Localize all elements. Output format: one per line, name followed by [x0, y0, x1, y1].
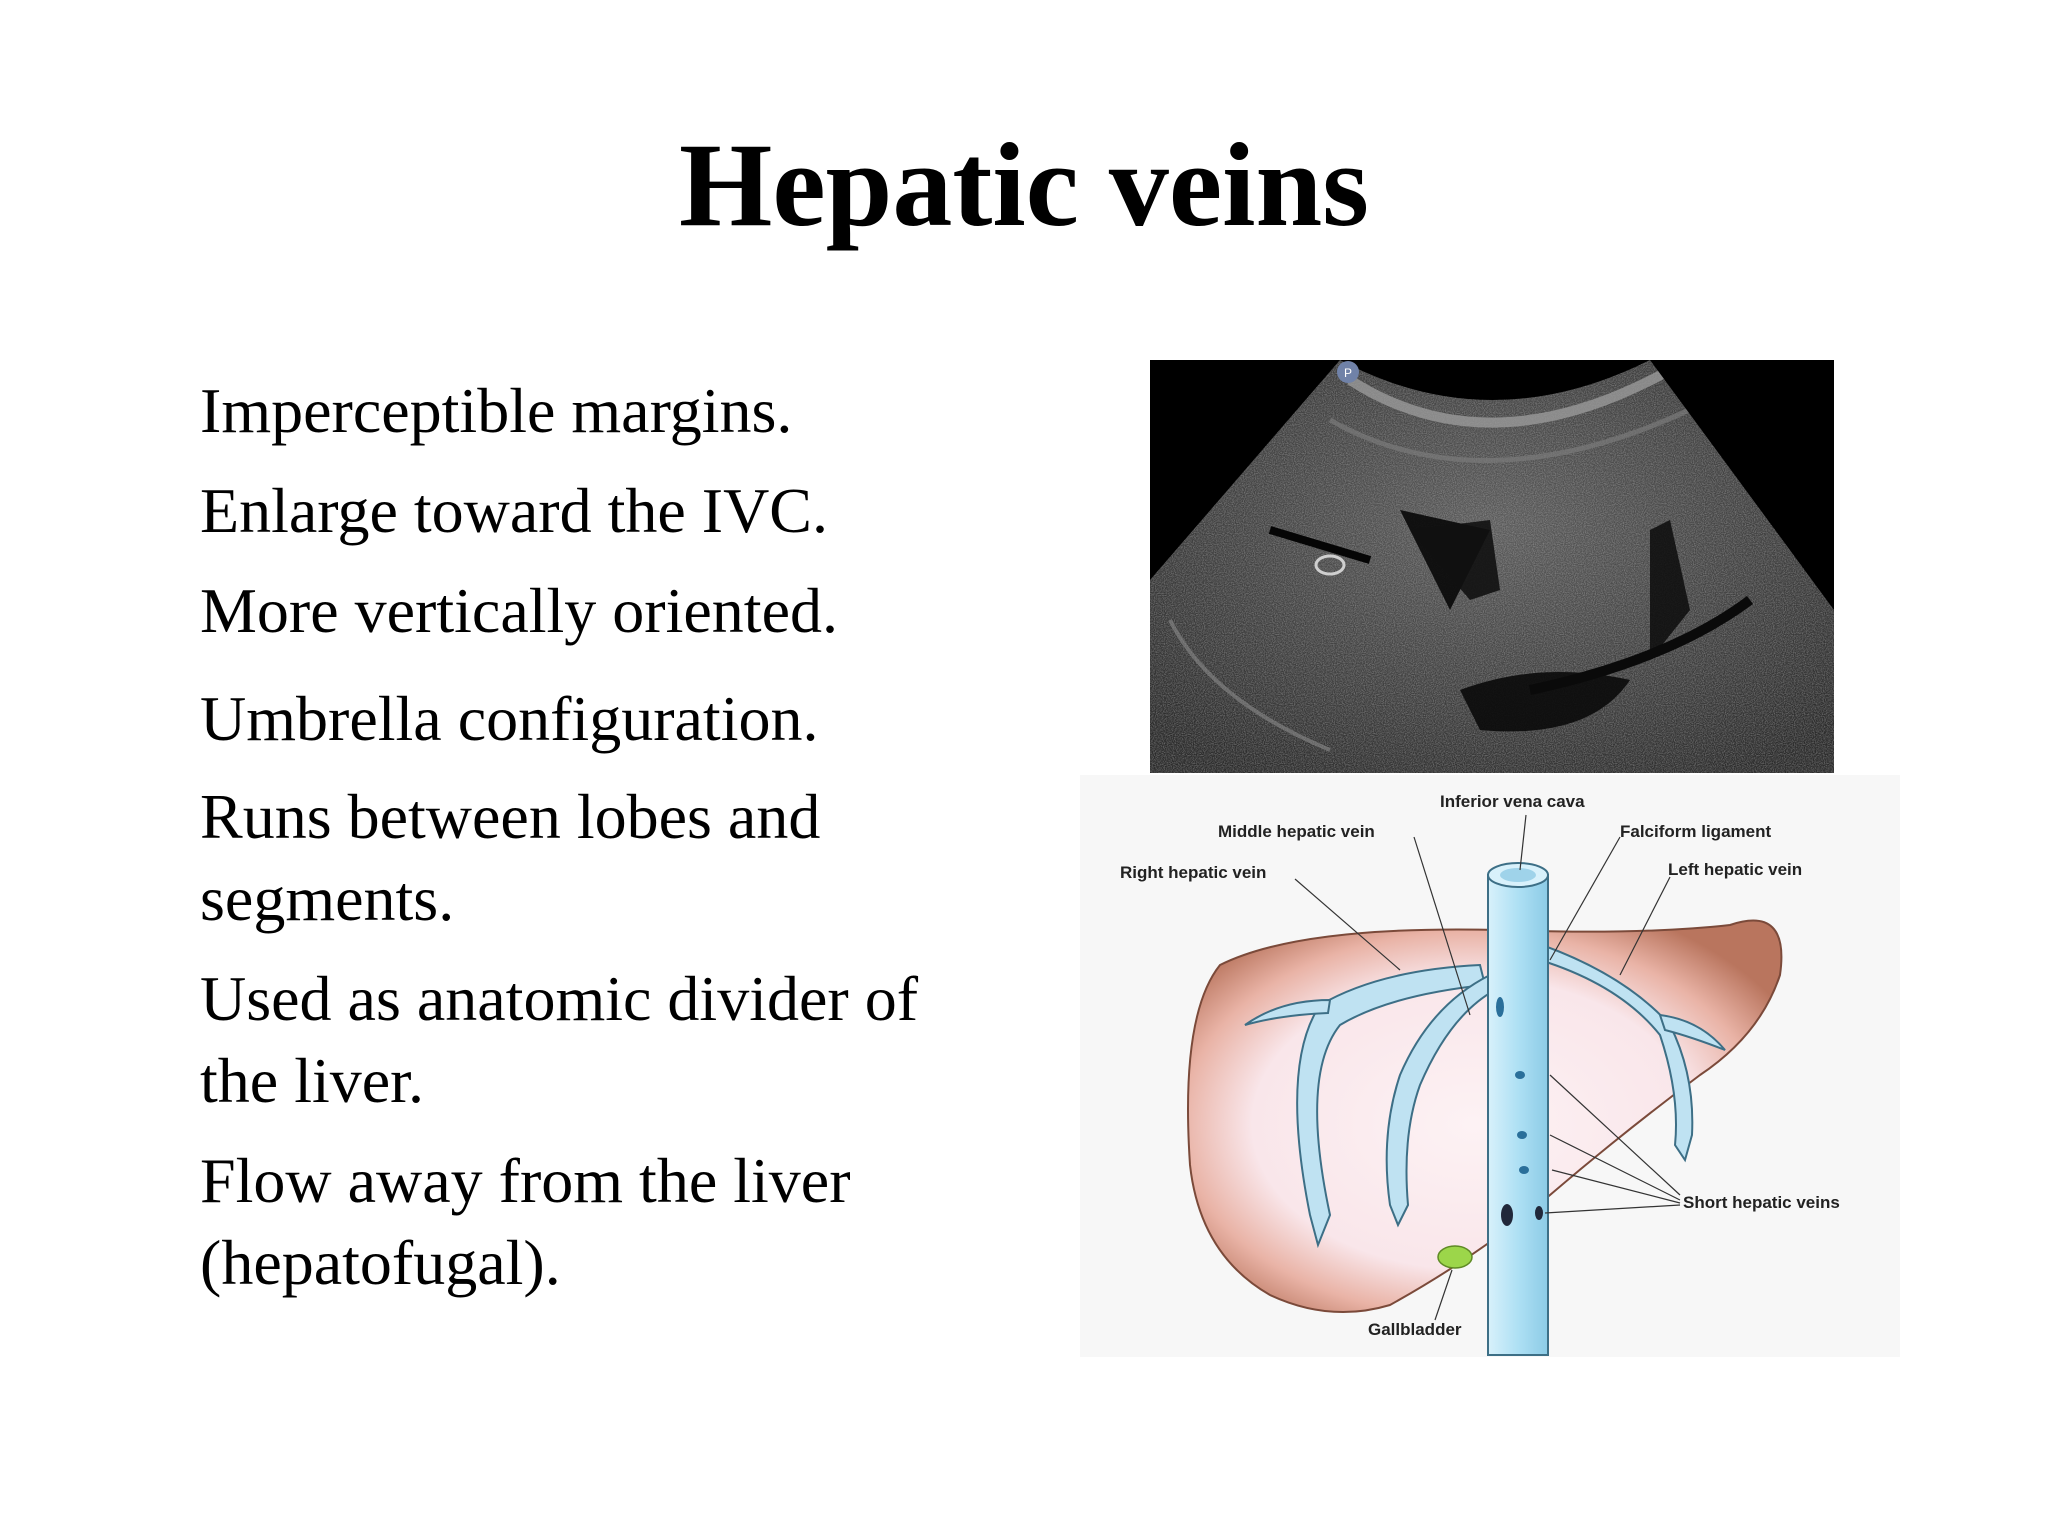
bullet-line: the liver.	[200, 1045, 424, 1116]
bullet-item: Umbrella configuration.	[200, 683, 819, 754]
label-left-hepatic-vein: Left hepatic vein	[1668, 860, 1803, 879]
label-middle-hepatic-vein: Middle hepatic vein	[1218, 822, 1375, 841]
bullet-item	[200, 776, 1000, 940]
ultrasound-image	[1150, 360, 1834, 773]
bullet-line: Flow away from the liver	[200, 1145, 851, 1216]
bullet-item: Enlarge toward the IVC.	[200, 475, 828, 546]
bullet-item	[200, 1140, 1000, 1304]
bullet-item: Imperceptible margins.	[200, 375, 793, 446]
gallbladder-shape	[1438, 1246, 1472, 1268]
slide-title: Hepatic veins	[679, 118, 1369, 251]
inferior-vena-cava	[1488, 863, 1548, 1355]
bullet-line: segments.	[200, 863, 455, 934]
bullet-item: More vertically oriented.	[200, 575, 838, 646]
label-inferior-vena-cava: Inferior vena cava	[1440, 792, 1585, 811]
probe-marker-label: P	[1343, 366, 1353, 380]
label-short-hepatic-veins: Short hepatic veins	[1683, 1193, 1840, 1212]
bullet-item	[200, 958, 1000, 1122]
label-right-hepatic-vein: Right hepatic vein	[1120, 863, 1267, 882]
bullet-line: Runs between lobes and	[200, 781, 821, 852]
bullet-line: (hepatofugal).	[200, 1227, 561, 1298]
label-falciform-ligament: Falciform ligament	[1620, 822, 1772, 841]
liver-diagram	[1080, 775, 1900, 1357]
label-gallbladder: Gallbladder	[1368, 1320, 1462, 1339]
bullet-line: Used as anatomic divider of	[200, 963, 918, 1034]
